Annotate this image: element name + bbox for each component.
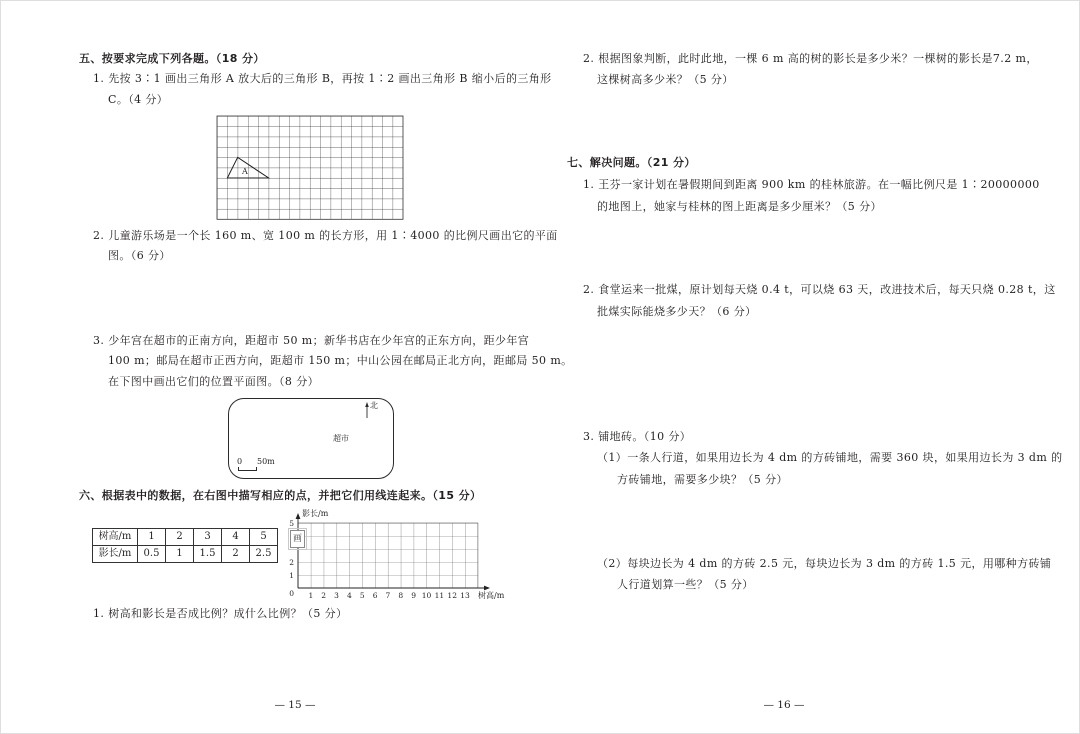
- section-7-heading: 七、解决问题。（21 分）: [567, 156, 696, 169]
- q5-3-text-line: 3. 少年宫在超市的正南方向，距超市 50 m；新华书店在少年宫的正东方向，距少年宫: [93, 334, 530, 347]
- x-tick-label: 6: [372, 591, 378, 600]
- x-tick-label: 8: [398, 591, 404, 600]
- y-tick-label: 1: [289, 571, 294, 580]
- table-cell: 0.5: [138, 546, 166, 563]
- table-cell: 2: [222, 546, 250, 563]
- scale-bar: [238, 467, 257, 471]
- table-cell: 4: [222, 529, 250, 546]
- x-tick-labels: [308, 591, 470, 600]
- q7-3-part2-line: 人行道划算一些？（5 分）: [617, 578, 754, 591]
- location-map-frame: [228, 398, 394, 479]
- x-tick-label: 10: [421, 591, 432, 600]
- table-cell: 2: [166, 529, 194, 546]
- y-axis-arrow: [296, 513, 301, 519]
- row-header: 树高/m: [93, 529, 138, 546]
- q7-3-part1-line: （1）一条人行道，如果用边长为 4 dm 的方砖铺地，需要 360 块，如果用边长为 3 dm 的: [597, 451, 1063, 464]
- q7-1-text-line: 1. 王芬一家计划在暑假期间到距离 900 km 的桂林旅游。在一幅比例尺是 1∶20000000: [583, 178, 1040, 191]
- q5-3-text-line: 在下图中画出它们的位置平面图。（8 分）: [108, 375, 319, 388]
- q5-3-text-line: 100 m；邮局在超市正西方向，距超市 150 m；中山公园在邮局正北方向，距邮局 50 m。: [108, 354, 573, 367]
- x-axis-label: 树高/m: [478, 591, 505, 600]
- shadow-graph: [281, 505, 513, 605]
- page-number: — 15 —: [274, 699, 316, 711]
- draw-stamp-icon: 画: [290, 530, 305, 548]
- origin-label: 0: [289, 589, 294, 598]
- table-cell: 5: [250, 529, 278, 546]
- q7-2-text-line: 批煤实际能烧多少天？（6 分）: [597, 305, 757, 318]
- x-tick-label: 3: [334, 591, 339, 600]
- section-6-heading: 六、根据表中的数据，在右图中描写相应的点，并把它们用线连起来。（15 分）: [79, 489, 482, 502]
- table-cell: 2.5: [250, 546, 278, 563]
- x-axis-arrow: [484, 586, 490, 591]
- scale-zero-label: 0: [237, 457, 243, 466]
- table-row: [93, 529, 278, 546]
- page-15: [1, 1, 573, 733]
- q5-1-text-line: C。（4 分）: [108, 93, 169, 106]
- table-row: [93, 546, 278, 563]
- table-cell: 1: [166, 546, 194, 563]
- x-tick-label: 13: [460, 591, 470, 600]
- section-5-heading: 五、按要求完成下列各题。（18 分）: [79, 52, 265, 65]
- table-cell: 3: [194, 529, 222, 546]
- q7-3-title: 3. 铺地砖。（10 分）: [583, 430, 692, 443]
- x-tick-label: 1: [308, 591, 314, 600]
- x-tick-label: 9: [411, 591, 417, 600]
- north-label: 北: [370, 401, 378, 410]
- graph-grid: [298, 523, 478, 588]
- q7-2-text-line: 2. 食堂运来一批煤，原计划每天烧 0.4 t，可以烧 63 天，改进技术后，每天只烧 0.28 t，这: [583, 283, 1056, 296]
- q6-2-text-line: 这棵树高多少米？（5 分）: [597, 73, 734, 86]
- square-grid-paper: [216, 115, 404, 221]
- triangle-label: A: [242, 167, 248, 176]
- row-header: 影长/m: [93, 546, 138, 563]
- x-tick-label: 2: [321, 591, 327, 600]
- page-number: — 16 —: [763, 699, 805, 711]
- tree-shadow-table: [92, 528, 278, 563]
- q7-3-part2-line: （2）每块边长为 4 dm 的方砖 2.5 元，每块边长为 3 dm 的方砖 1.5 元，用哪种方砖铺: [597, 557, 1052, 570]
- x-tick-label: 5: [359, 591, 365, 600]
- scale-length-label: 50m: [257, 457, 275, 466]
- q7-1-text-line: 的地图上，她家与桂林的图上距离是多少厘米？（5 分）: [597, 200, 882, 213]
- y-axis-label: 影长/m: [302, 509, 329, 518]
- supermarket-label: 超市: [333, 434, 349, 443]
- q5-2-text-line: 2. 儿童游乐场是一个长 160 m、宽 100 m 的长方形，用 1∶4000 的比例尺画出它的平面: [93, 229, 558, 242]
- q6-2-text-line: 2. 根据图象判断，此时此地，一棵 6 m 高的树的影长是多少米？一棵树的影长是7.2 m，: [583, 52, 1038, 65]
- q6-1-text-line: 1. 树高和影长是否成比例？成什么比例？（5 分）: [93, 607, 348, 620]
- x-tick-label: 7: [385, 591, 391, 600]
- x-tick-label: 11: [434, 591, 445, 600]
- x-tick-label: 12: [447, 591, 457, 600]
- y-tick-label: 2: [289, 558, 294, 567]
- page-16: [541, 1, 1079, 733]
- y-tick-label: 5: [289, 519, 294, 528]
- x-tick-label: 4: [347, 591, 352, 600]
- table-cell: 1: [138, 529, 166, 546]
- y-tick-labels: [289, 519, 294, 580]
- q5-2-text-line: 图。（6 分）: [108, 249, 171, 262]
- q7-3-part1-line: 方砖铺地，需要多少块？（5 分）: [617, 473, 788, 486]
- table-cell: 1.5: [194, 546, 222, 563]
- q5-1-text-line: 1. 先按 3∶1 画出三角形 A 放大后的三角形 B，再按 1∶2 画出三角形 B 缩小后的三角形: [93, 72, 552, 85]
